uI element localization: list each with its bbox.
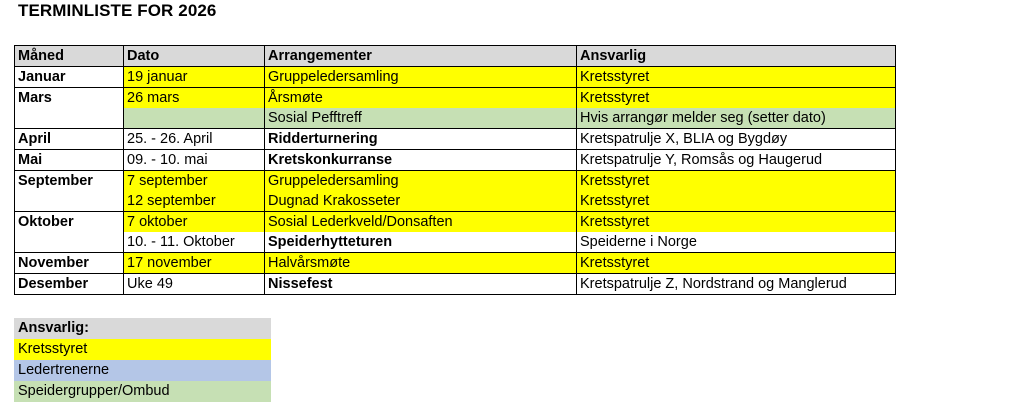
page-title: TERMINLISTE FOR 2026 xyxy=(18,1,217,20)
cell-event: Nissefest xyxy=(265,274,577,295)
cell-month: Mars xyxy=(15,88,124,109)
column-header-responsible: Ansvarlig xyxy=(577,46,896,67)
cell-responsible: Speiderne i Norge xyxy=(577,232,896,253)
cell-event: Kretskonkurranse xyxy=(265,150,577,171)
table-row xyxy=(15,88,896,109)
cell-month xyxy=(15,191,124,212)
cell-responsible: Hvis arrangør melder seg (setter dato) xyxy=(577,108,896,129)
column-header-date: Dato xyxy=(124,46,265,67)
table-row xyxy=(15,253,896,274)
cell-date: Uke 49 xyxy=(124,274,265,295)
table-row xyxy=(15,67,896,88)
cell-date: 10. - 11. Oktober xyxy=(124,232,265,253)
cell-date: 12 september xyxy=(124,191,265,212)
cell-month: April xyxy=(15,129,124,150)
cell-date: 26 mars xyxy=(124,88,265,109)
cell-month xyxy=(15,108,124,129)
cell-responsible: Kretsstyret xyxy=(577,67,896,88)
table-row xyxy=(15,232,896,253)
cell-responsible: Kretsstyret xyxy=(577,212,896,233)
cell-date xyxy=(124,108,265,129)
cell-date: 7 september xyxy=(124,171,265,192)
cell-responsible: Kretspatrulje X, BLIA og Bygdøy xyxy=(577,129,896,150)
cell-responsible: Kretsstyret xyxy=(577,88,896,109)
table-row xyxy=(15,191,896,212)
legend-table xyxy=(14,318,271,402)
cell-month: Mai xyxy=(15,150,124,171)
cell-responsible: Kretsstyret xyxy=(577,191,896,212)
cell-event: Sosial Lederkveld/Donsaften xyxy=(265,212,577,233)
cell-responsible: Kretspatrulje Y, Romsås og Haugerud xyxy=(577,150,896,171)
cell-event: Gruppeledersamling xyxy=(265,67,577,88)
cell-event: Gruppeledersamling xyxy=(265,171,577,192)
cell-date: 25. - 26. April xyxy=(124,129,265,150)
cell-month: September xyxy=(15,171,124,192)
cell-responsible: Kretspatrulje Z, Nordstrand og Manglerud xyxy=(577,274,896,295)
cell-responsible: Kretsstyret xyxy=(577,171,896,192)
cell-event: Halvårsmøte xyxy=(265,253,577,274)
cell-responsible: Kretsstyret xyxy=(577,253,896,274)
legend-item-kretsstyret: Kretsstyret xyxy=(14,339,271,360)
cell-month xyxy=(15,232,124,253)
cell-month: Desember xyxy=(15,274,124,295)
cell-date: 17 november xyxy=(124,253,265,274)
legend-item-ledertrenerne: Ledertrenerne xyxy=(14,360,271,381)
cell-event: Dugnad Krakosseter xyxy=(265,191,577,212)
legend-item-speidergrupper: Speidergrupper/Ombud xyxy=(14,381,271,402)
legend-header: Ansvarlig: xyxy=(14,318,271,339)
cell-event: Sosial Pefftreff xyxy=(265,108,577,129)
column-header-month: Måned xyxy=(15,46,124,67)
table-row xyxy=(15,150,896,171)
cell-month: November xyxy=(15,253,124,274)
cell-month: Januar xyxy=(15,67,124,88)
cell-date: 7 oktober xyxy=(124,212,265,233)
cell-event: Speiderhytteturen xyxy=(265,232,577,253)
cell-month: Oktober xyxy=(15,212,124,233)
table-row xyxy=(15,129,896,150)
cell-event: Årsmøte xyxy=(265,88,577,109)
table-header-row xyxy=(15,46,896,67)
table-row xyxy=(15,108,896,129)
table-row xyxy=(15,274,896,295)
column-header-events: Arrangementer xyxy=(265,46,577,67)
cell-date: 09. - 10. mai xyxy=(124,150,265,171)
table-row xyxy=(15,171,896,192)
cell-event: Ridderturnering xyxy=(265,129,577,150)
schedule-table xyxy=(14,45,896,295)
cell-date: 19 januar xyxy=(124,67,265,88)
table-row xyxy=(15,212,896,233)
